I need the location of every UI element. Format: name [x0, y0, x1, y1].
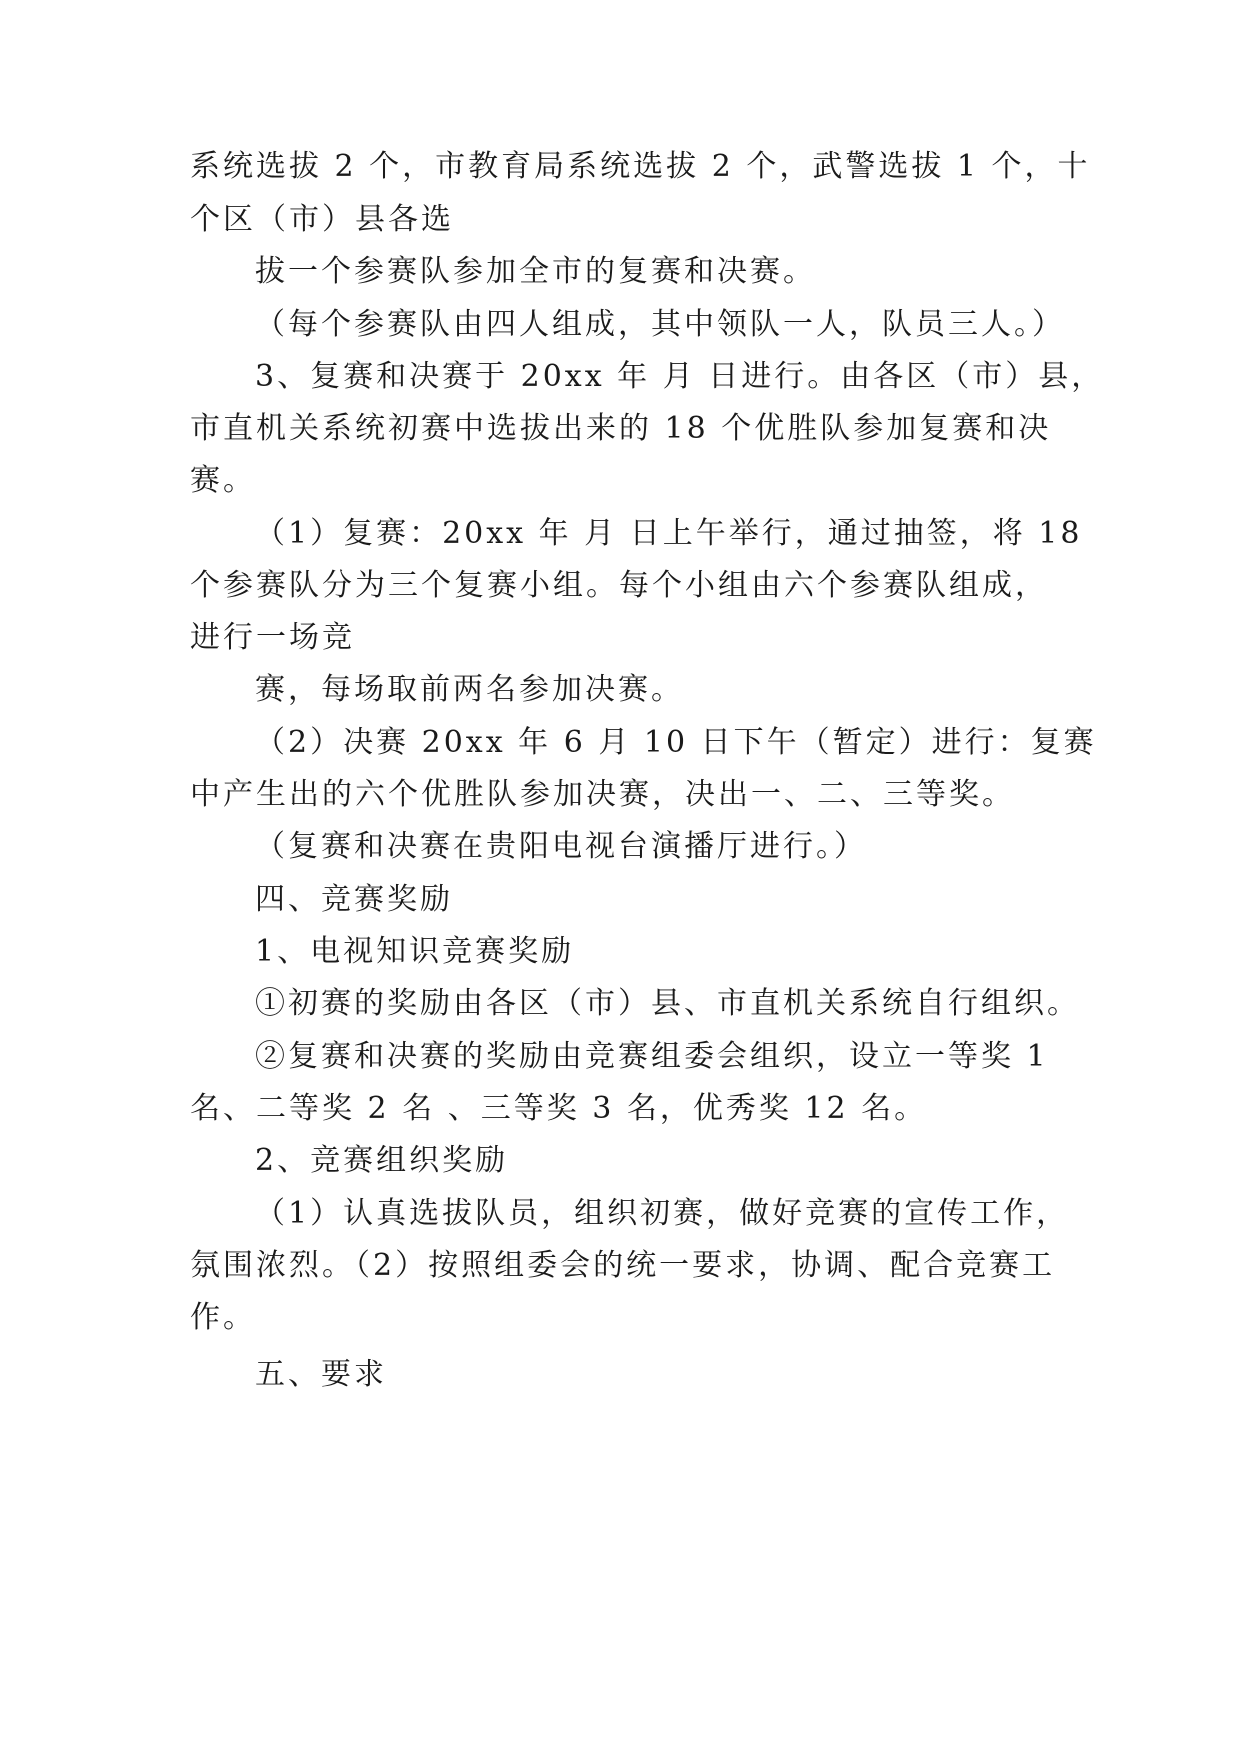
- text-line: ②复赛和决赛的奖励由竞赛组委会组织，设立一等奖 1: [255, 1039, 1049, 1074]
- text-line: ①初赛的奖励由各区（市）县、市直机关系统自行组织。: [255, 986, 1080, 1021]
- section-heading: 四、竞赛奖励: [255, 882, 453, 917]
- text-line: 3、复赛和决赛于 20xx 年 月 日进行。由各区（市）县，: [255, 359, 1105, 394]
- text-line: 进行一场竞: [190, 620, 355, 655]
- text-line: 作。: [190, 1300, 256, 1335]
- text-line: 氛围浓烈。（2）按照组委会的统一要求，协调、配合竞赛工: [190, 1248, 1056, 1283]
- text-line: 个参赛队分为三个复赛小组。每个小组由六个参赛队组成，: [190, 568, 1048, 603]
- text-line: 赛，每场取前两名参加决赛。: [255, 672, 684, 707]
- text-line: （1）认真选拔队员，组织初赛，做好竞赛的宣传工作，: [255, 1196, 1070, 1231]
- subsection-heading: 2、竞赛组织奖励: [255, 1143, 509, 1178]
- text-line: （2）决赛 20xx 年 6 月 10 日下午（暂定）进行：复赛: [255, 725, 1097, 760]
- section-heading: 五、要求: [255, 1357, 387, 1392]
- text-line: （每个参赛队由四人组成，其中领队一人，队员三人。）: [255, 307, 1065, 342]
- text-line: 赛。: [190, 463, 256, 498]
- text-line: （复赛和决赛在贵阳电视台演播厅进行。）: [255, 829, 867, 864]
- text-line: 拔一个参赛队参加全市的复赛和决赛。: [255, 254, 816, 289]
- subsection-heading: 1、电视知识竞赛奖励: [255, 934, 575, 969]
- text-line: 个区（市）县各选: [190, 202, 454, 237]
- text-line: （1）复赛：20xx 年 月 日上午举行，通过抽签，将 18: [255, 516, 1083, 551]
- text-line: 系统选拔 2 个，市教育局系统选拔 2 个，武警选拔 1 个，十: [190, 149, 1091, 184]
- text-line: 名、二等奖 2 名 、三等奖 3 名，优秀奖 12 名。: [190, 1091, 928, 1126]
- text-line: 中产生出的六个优胜队参加决赛，决出一、二、三等奖。: [190, 777, 1015, 812]
- text-line: 市直机关系统初赛中选拔出来的 18 个优胜队参加复赛和决: [190, 411, 1052, 446]
